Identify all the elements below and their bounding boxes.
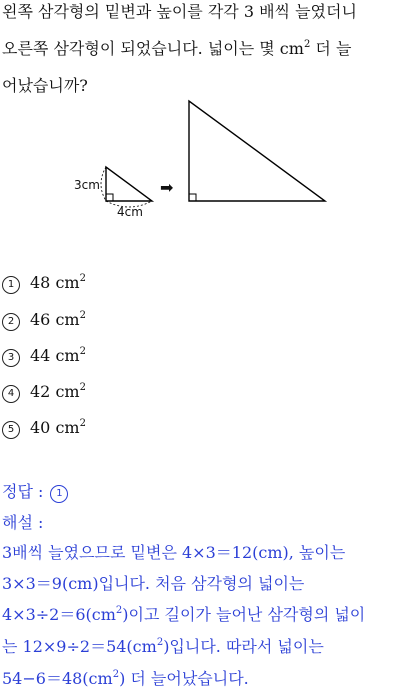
choice-1[interactable] (2, 273, 86, 294)
small-right-angle-mark (106, 194, 113, 201)
choice-5[interactable] (2, 418, 86, 439)
choice-text-4: 42 cm (30, 382, 80, 401)
choice-sup-1: 2 (79, 272, 86, 284)
answer-line (2, 482, 398, 503)
explanation-text-4a: 는 12×9÷2＝54(cm (2, 637, 157, 656)
arrow-icon: ➡ (160, 178, 174, 197)
explanation-sup-4: 2 (156, 636, 164, 648)
answer-label: 정답 : (2, 482, 49, 501)
choice-4[interactable] (2, 382, 86, 403)
explanation-line-5 (2, 669, 398, 689)
explanation-text-3b: )이고 길이가 늘어난 삼각형의 넓이 (122, 605, 366, 624)
explanation-sup-5: 2 (112, 668, 120, 680)
choice-number-2: 2 (2, 313, 20, 331)
triangle-figure (0, 0, 400, 240)
question-text-2b: 더 늘 (310, 39, 352, 58)
question-text-2a: 오른쪽 삼각형이 되었습니다. 넓이는 몇 cm (2, 39, 304, 58)
small-height-dashed-arc (101, 167, 106, 201)
explanation-text-1: 3배씩 늘였으므로 밑변은 4×3＝12(cm), 높이는 (2, 543, 346, 562)
answer-mark: 1 (50, 485, 68, 503)
label-3cm: 3cm (74, 178, 100, 192)
explanation-text-5a: 54−6＝48(cm (2, 669, 113, 688)
question-text-1: 왼쪽 삼각형의 밑변과 높이를 각각 3 배씩 늘였더니 (2, 2, 357, 21)
choice-sup-4: 2 (79, 381, 86, 393)
choice-sup-5: 2 (79, 417, 86, 429)
explanation-label-line (2, 513, 398, 533)
choice-number-5: 5 (2, 421, 20, 439)
explanation-line-2 (2, 574, 398, 594)
explanation-label: 해설 : (2, 513, 44, 532)
explanation-text-3a: 4×3÷2＝6(cm (2, 605, 116, 624)
explanation-text-4b: )입니다. 따라서 넓이는 (163, 637, 324, 656)
choice-text-1: 48 cm (30, 273, 80, 292)
choice-2[interactable] (2, 310, 86, 331)
explanation-line-3 (2, 605, 398, 625)
choice-text-5: 40 cm (30, 418, 80, 437)
superscript-2: 2 (303, 38, 311, 50)
choice-sup-3: 2 (79, 345, 86, 357)
large-triangle (189, 101, 325, 201)
explanation-line-1 (2, 543, 398, 563)
question-text-3: 어났습니까? (2, 76, 88, 95)
choice-number-3: 3 (2, 349, 20, 367)
explanation-text-2: 3×3＝9(cm)입니다. 처음 삼각형의 넓이는 (2, 574, 305, 593)
label-4cm: 4cm (117, 205, 143, 219)
choice-number-1: 1 (2, 276, 20, 294)
choice-text-3: 44 cm (30, 346, 80, 365)
explanation-line-4 (2, 637, 398, 657)
choice-text-2: 46 cm (30, 310, 80, 329)
choice-number-4: 4 (2, 385, 20, 403)
choice-3[interactable] (2, 346, 86, 367)
large-right-angle-mark (189, 194, 196, 201)
choice-sup-2: 2 (79, 309, 86, 321)
explanation-sup-3: 2 (115, 604, 123, 616)
explanation-text-5b: ) 더 늘어났습니다. (119, 669, 249, 688)
